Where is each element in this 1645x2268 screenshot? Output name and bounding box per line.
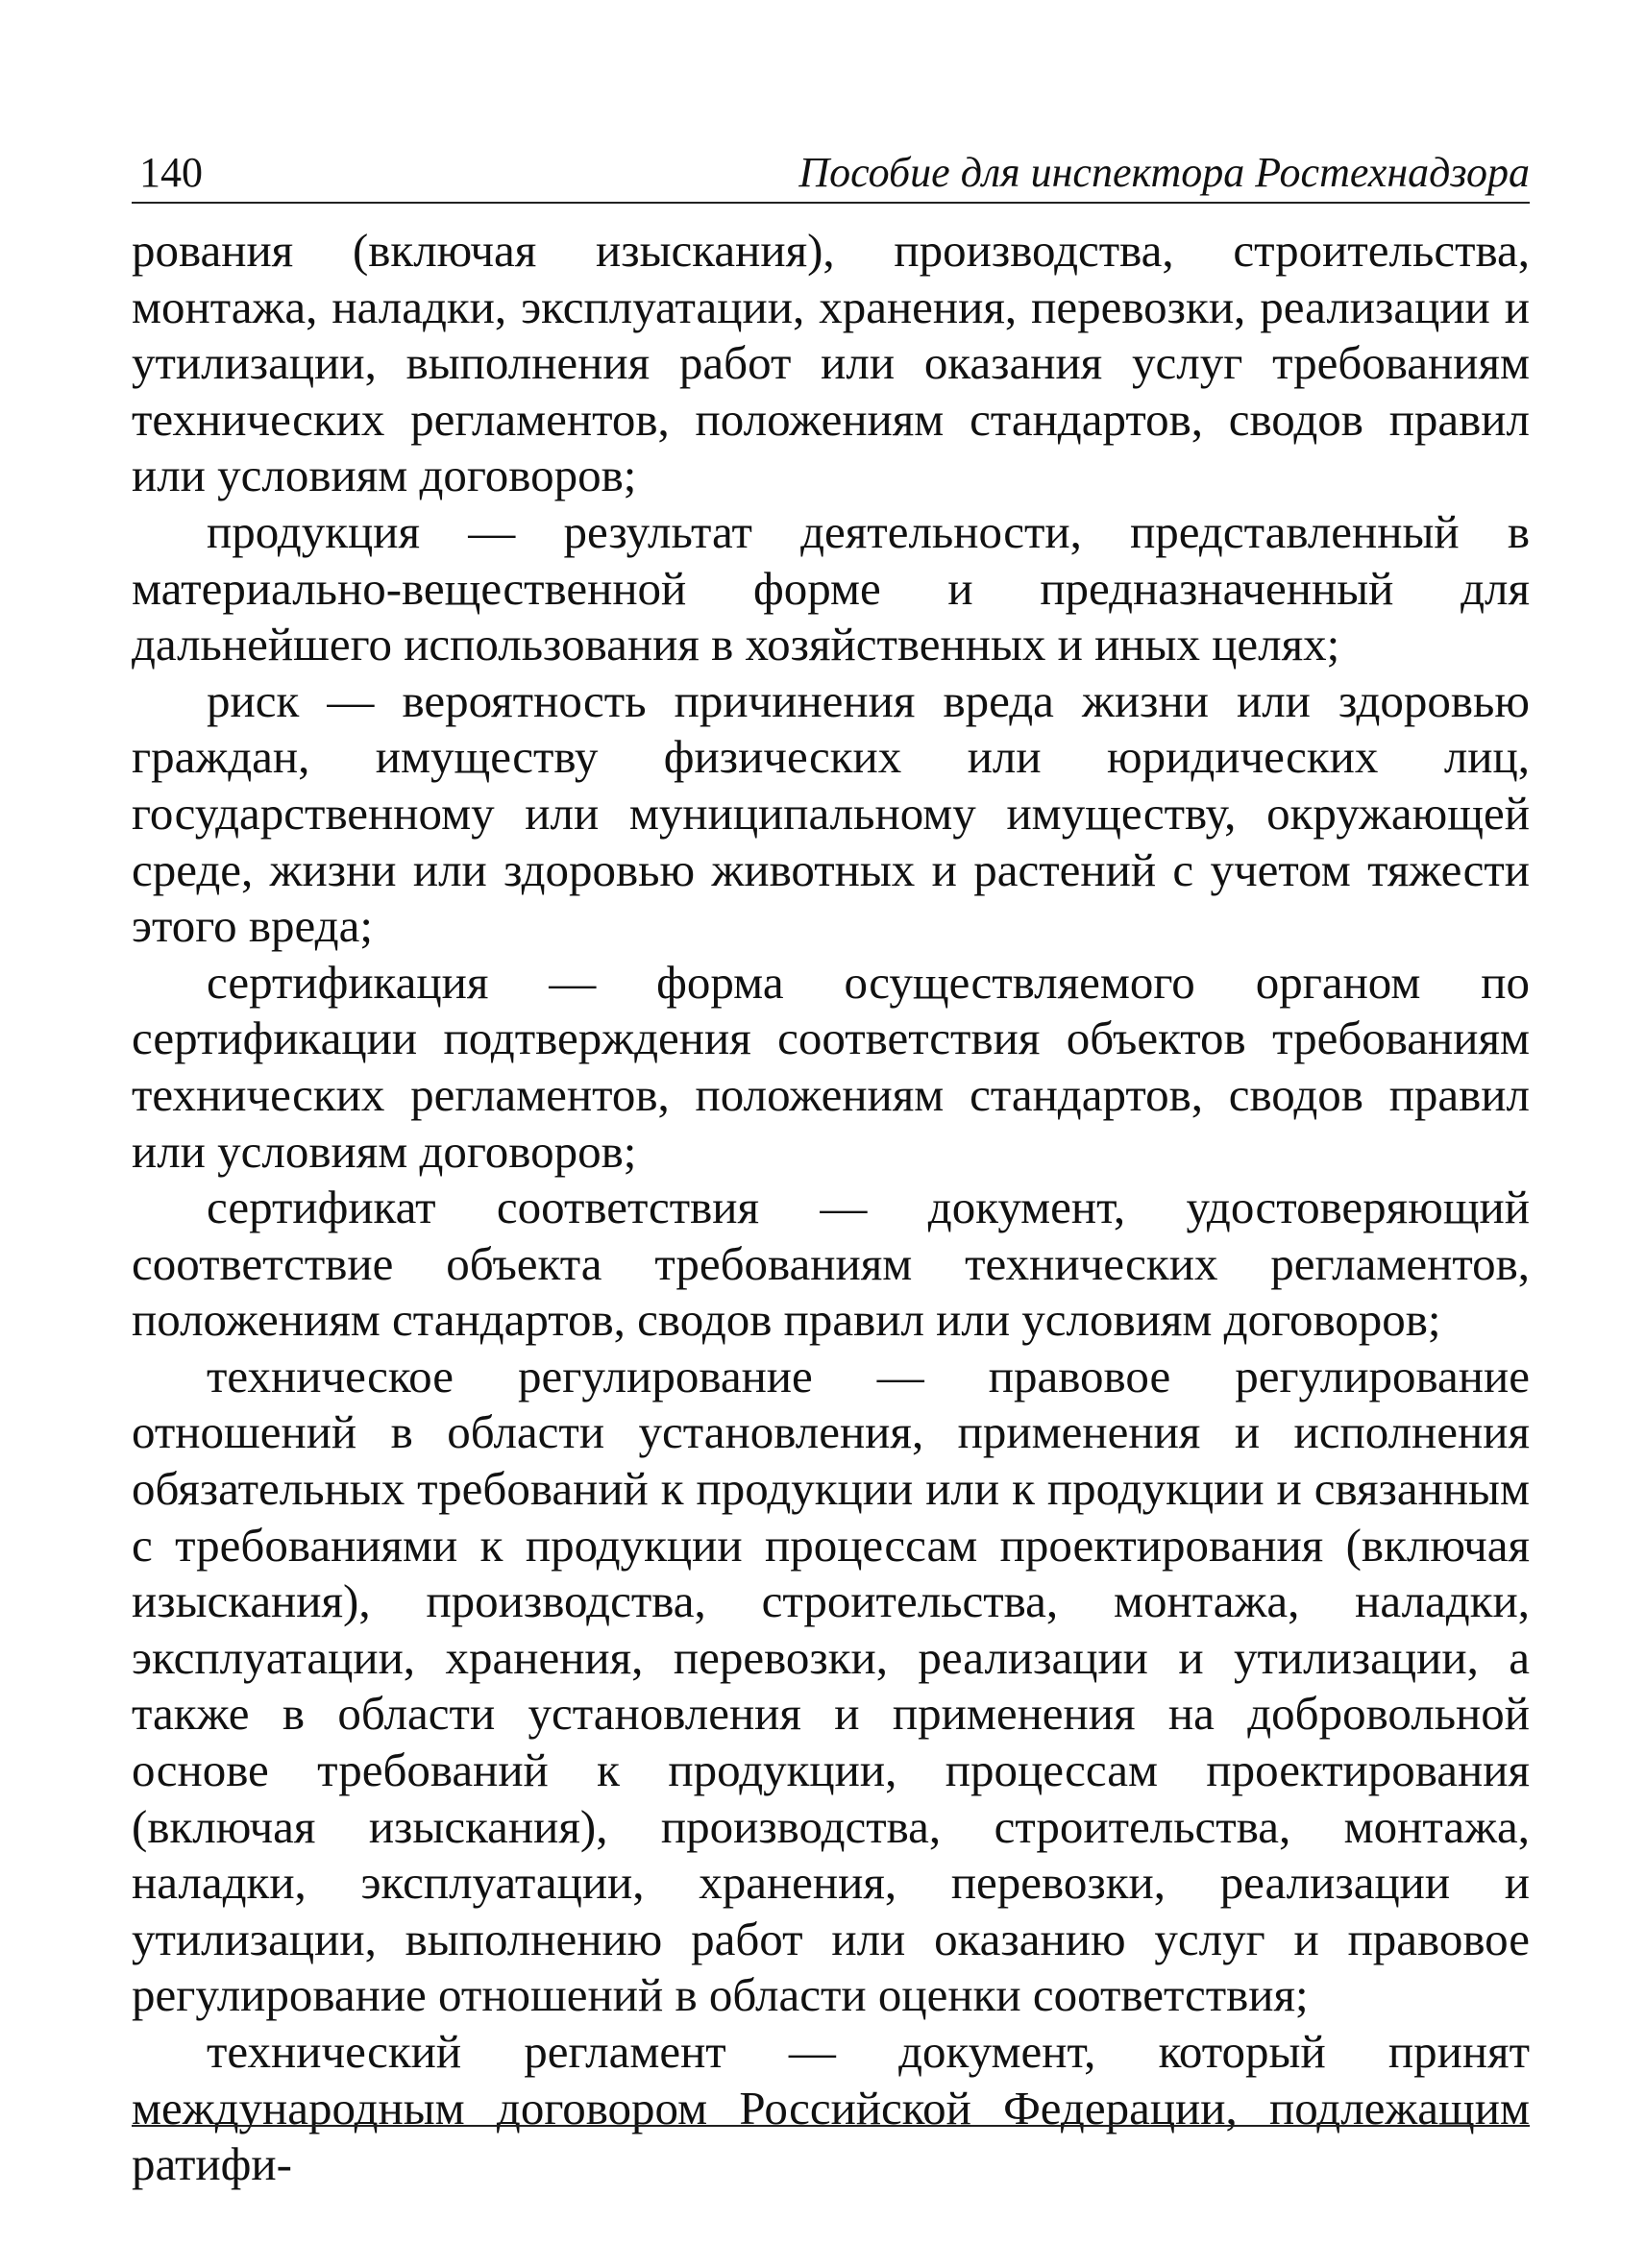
paragraph-continuation: рования (включая изыскания), производства, строительства, монтажа, наладки, эксплуатации, хранения, перевозки, реализации и утилизации, выполнения работ или оказания услуг требованиям технических регламентов, положениям стандартов, сводов правил или условиям договоров; xyxy=(132,224,1530,502)
paragraph-definition-technical-regulation: техническое регулирование — правовое регулирование отношений в области установления, применения и исполнения обязательных требований к продукции или к продукции и связанным с требованиями к продукции процессам проектирования (включая изыскания), производства, строительства, монтажа, наладки, эксплуатации, хранения, перевозки, реализации и утилизации, а также в области установления и применения на добровольной основе требований к продукции, процессам проектирования (включая изыскания), производства, строительства, монтажа, наладки, эксплуатации, хранения, перевозки, реализации и утилизации, выполнению работ или оказанию услуг и правовое регулирование отношений в области оценки соответствия; xyxy=(132,1349,1530,2022)
body-text xyxy=(132,223,1530,2193)
paragraph-definition-risk: риск — вероятность причинения вреда жизни или здоровью граждан, имуществу физических или юридических лиц, государственному или муниципальному имуществу, окружающей среде, жизни или здоровью животных и растений с учетом тяжести этого вреда; xyxy=(132,673,1530,953)
paragraph-definition-product: продукция — результат деятельности, представленный в материально-вещественной форме и предназначенный для дальнейшего использования в хозяйственных и иных целях; xyxy=(132,504,1530,671)
paragraph-definition-technical-reglament: технический регламент — документ, который принят международным договором Российской Федерации, подлежащим ратифи- xyxy=(132,2025,1530,2191)
running-title: Пособие для инспектора Ростехнадзора xyxy=(798,149,1530,196)
paragraph-definition-certificate: сертификат соответствия — документ, удостоверяющий соответствие объекта требованиям технических регламентов, положениям стандартов, сводов правил или условиям договоров; xyxy=(132,1181,1530,1347)
page-number: 140 xyxy=(139,149,203,196)
page-header xyxy=(132,144,1530,204)
footer-rule xyxy=(132,2125,1530,2127)
paragraph-definition-certification: сертификация — форма осуществляемого органом по сертификации подтверждения соответствия объектов требованиям технических регламентов, положениям стандартов, сводов правил или условиям договоров; xyxy=(132,955,1530,1178)
